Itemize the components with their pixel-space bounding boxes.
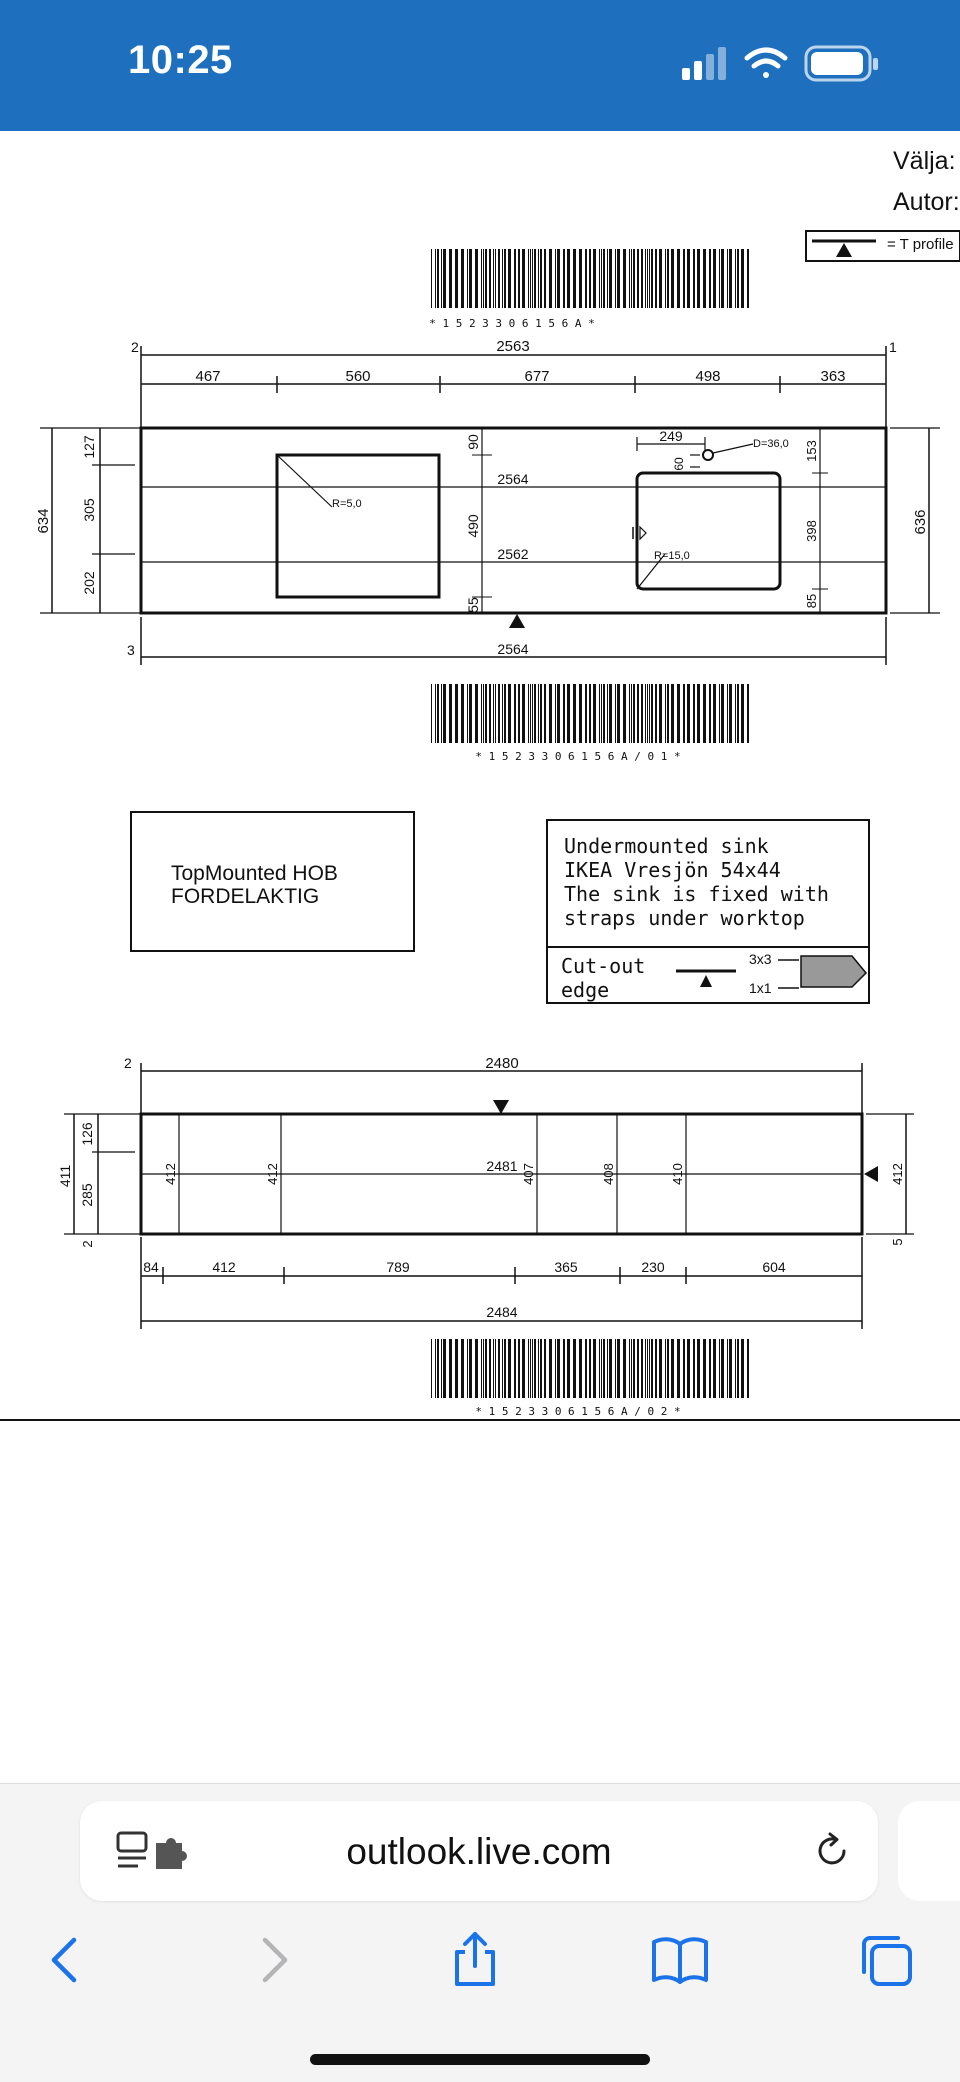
d2-dim-left-1: 126 (79, 1122, 95, 1146)
home-indicator (310, 2054, 650, 2065)
d2-dim-right-small: 5 (890, 1238, 905, 1246)
sink-note-line3: The sink is fixed with (564, 882, 829, 906)
d2-bottom-4: 365 (554, 1259, 578, 1275)
d2-bottom-6: 604 (762, 1259, 786, 1275)
back-icon[interactable] (36, 1930, 96, 1990)
dim-sink-249: 249 (659, 428, 683, 444)
sink-note-line2: IKEA Vresjön 54x44 (564, 858, 781, 882)
reload-icon[interactable] (810, 1829, 854, 1873)
dim-top-2: 560 (345, 368, 371, 385)
worktop-drawing-1 (40, 346, 940, 665)
sink-edge-marker (633, 527, 646, 539)
share-icon[interactable] (445, 1930, 505, 1990)
cut1-radius: R=5,0 (332, 498, 362, 510)
barcode-2-label: * 1 5 2 3 3 0 6 1 5 6 A / 0 1 * (475, 750, 681, 763)
dim-left-3: 202 (81, 571, 97, 595)
corner-label-3: 3 (127, 642, 135, 658)
d2-bottom-total: 2484 (486, 1304, 518, 1320)
barcode-1-label: * 1 5 2 3 3 0 6 1 5 6 A * (429, 317, 595, 330)
dim-top-4: 498 (695, 368, 721, 385)
edge-marker-top (493, 1100, 509, 1114)
hob-note-line2: FORDELAKTIG (171, 885, 320, 908)
d2-corner-label: 2 (124, 1055, 132, 1071)
sink-radius: R=15,0 (654, 550, 690, 562)
edge-marker-right (864, 1166, 878, 1182)
edge-3x3: 3x3 (749, 951, 772, 967)
forward-icon[interactable] (243, 1930, 303, 1990)
hob-note-line1: TopMounted HOB (171, 862, 338, 885)
d2-bottom-2: 412 (212, 1259, 236, 1275)
d2-vert-4: 408 (601, 1163, 616, 1185)
dim-left-2: 305 (81, 498, 97, 522)
barcode-1 (431, 249, 749, 308)
d2-bottom-3: 789 (386, 1259, 410, 1275)
dim-90: 90 (465, 434, 481, 450)
sink-note-box (547, 820, 869, 1003)
worktop-drawing-2 (64, 1063, 914, 1329)
cutout-label-line1: Cut-out (561, 954, 646, 978)
d2-vert-1: 412 (163, 1163, 178, 1185)
tap-diameter: D=36,0 (753, 438, 789, 450)
d2-dim-left-2: 285 (79, 1183, 95, 1207)
d2-vert-6: 412 (890, 1163, 905, 1185)
next-tab-preview[interactable] (898, 1801, 960, 1901)
sink-note-line1: Undermounted sink (564, 834, 769, 858)
corner-label-2: 2 (131, 339, 139, 355)
status-bar (0, 0, 960, 131)
dim-top-5: 363 (820, 368, 846, 385)
dim-sink-85: 85 (804, 593, 819, 609)
hob-note-box (131, 812, 414, 951)
status-time: 10:25 (128, 38, 233, 82)
dim-top-3: 677 (524, 368, 550, 385)
tabs-icon[interactable] (856, 1930, 916, 1990)
dim-left-total: 634 (35, 508, 52, 534)
autor-label: Autor: (893, 188, 960, 216)
cutout-label-line2: edge (561, 978, 610, 1002)
dim-top-1: 467 (195, 368, 221, 385)
d2-vert-3: 407 (521, 1163, 536, 1185)
sink-note-line4: straps under worktop (564, 906, 805, 930)
dim-490: 490 (465, 514, 481, 538)
corner-label-1: 1 (889, 339, 897, 355)
d2-dim-left-small: 2 (80, 1240, 95, 1248)
barcode-3-label: * 1 5 2 3 3 0 6 1 5 6 A / 0 2 * (475, 1405, 681, 1418)
valja-label: Välja: (893, 147, 956, 175)
dim-bottom-2564: 2564 (497, 641, 529, 657)
document-view[interactable] (0, 131, 960, 1421)
barcode-2 (431, 684, 749, 743)
technical-drawing (0, 131, 960, 1421)
cellular-signal-icon (682, 47, 726, 80)
wifi-icon (747, 50, 785, 78)
d2-vert-5: 410 (670, 1163, 685, 1185)
t-profile-label: = T profile (887, 236, 954, 253)
d2-bottom-1: 84 (143, 1259, 159, 1275)
d2-dim-overall-top: 2480 (485, 1055, 519, 1072)
cutout-edge-symbol (676, 971, 736, 987)
d2-vert-2: 412 (265, 1163, 280, 1185)
browser-chrome (0, 1783, 960, 2082)
dim-sink-60: 60 (672, 457, 686, 471)
t-profile-legend (806, 231, 960, 261)
page-end-divider (0, 1419, 960, 1421)
edge-marker (509, 614, 525, 628)
barcode-3 (431, 1339, 749, 1398)
status-icons (676, 44, 886, 84)
dim-inner-2564: 2564 (497, 471, 529, 487)
dim-inner-2562: 2562 (497, 546, 529, 562)
dim-sink-153: 153 (804, 440, 819, 462)
battery-icon (806, 47, 878, 80)
d2-dim-middle: 2481 (486, 1158, 518, 1174)
dim-sink-398: 398 (804, 520, 819, 542)
dim-55: 55 (465, 597, 481, 613)
dim-left-1: 127 (81, 435, 97, 459)
dim-overall-top: 2563 (496, 338, 530, 355)
edge-1x1: 1x1 (749, 980, 772, 996)
dim-right-total: 636 (912, 509, 929, 535)
d2-bottom-5: 230 (641, 1259, 665, 1275)
bookmarks-icon[interactable] (650, 1930, 710, 1990)
d2-dim-left-total: 411 (57, 1164, 73, 1188)
address-bar[interactable] (80, 1801, 878, 1901)
url-text[interactable]: outlook.live.com (346, 1831, 612, 1872)
